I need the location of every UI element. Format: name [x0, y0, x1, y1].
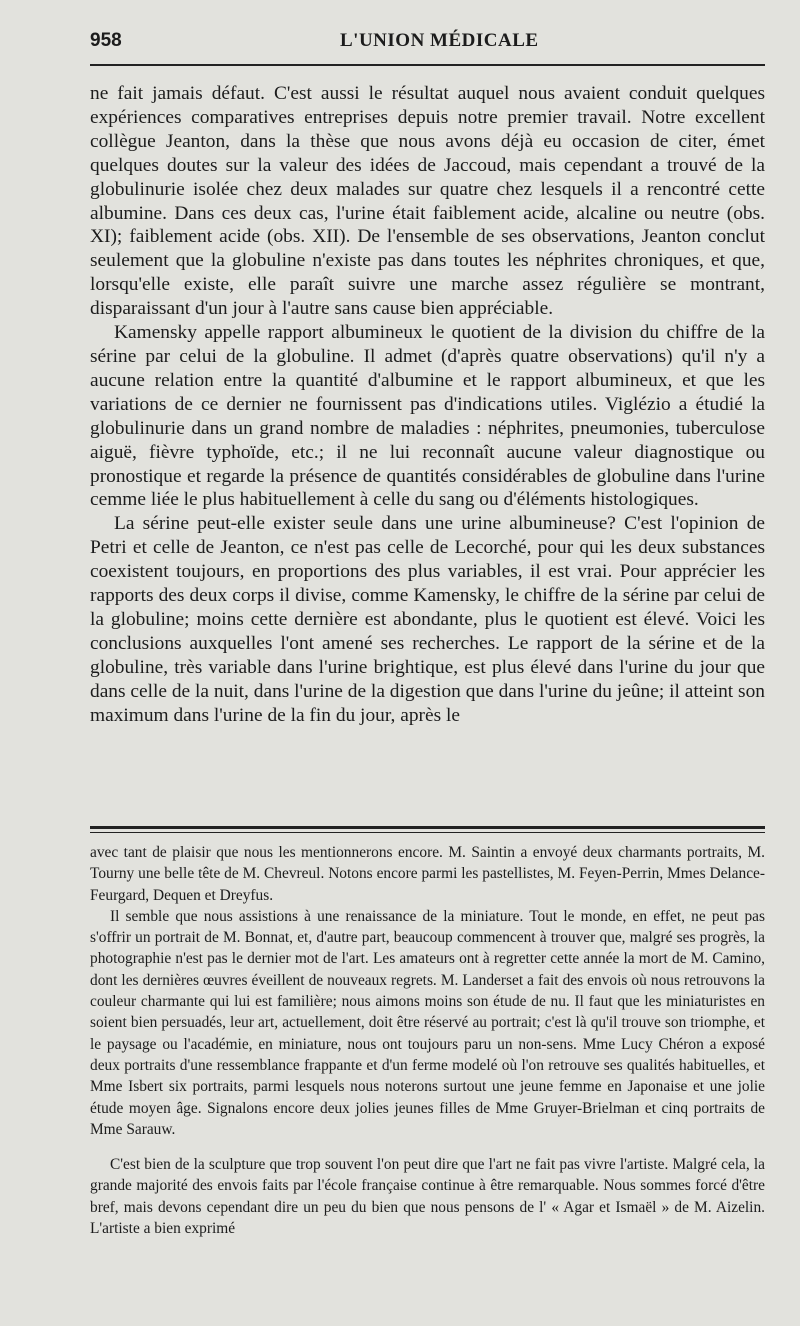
- footnote-paragraph: C'est bien de la sculpture que trop souvent l'on peut dire que l'art ne fait pas vivre l'artiste. Malgré cela, la grande majorité des envois faits par l'école française continue à être remarquable. Nous sommes forcé d'être bref, mais devons cependant dire un peu du bien que nous pensons de l' « Agar et Ismaël » de M. Aizelin. L'artiste a bien exprimé: [90, 1156, 765, 1238]
- footnote-paragraph: Il semble que nous assistions à une renaissance de la miniature. Tout le monde, en effet, ne peut pas s'offrir un portrait de M. Bonnat, et, d'autre part, beaucoup commencent à trouver que, malgré ses progrès, la photographie n'est pas le dernier mot de l'art. Les amateurs ont à regretter cette année la mort de M. Camino, dont les dernières œuvres éveillent de nouveaux regrets. M. Landerset a fait des envois où nous retrouvons la couleur charmante qui lui est familière; nous aimons moins son étude de nu. Il faut que les miniaturistes en soient bien persuadés, leur art, actuellement, doit être réservé au portrait; c'est là qu'il trouve son triomphe, et le paysage ou l'académie, en miniature, nous ont toujours paru un non-sens. Mme Lucy Chéron a exposé deux portraits d'une ressemblance frappante et d'un ferme modelé où l'on retrouve ses qualités habituelles, et Mme Isbert six portraits, parmi lesquels nous noterons surtout une jeune femme en Japonaise et une jolie étude moyen âge. Signalons encore deux jolies jeunes filles de Mme Gruyer-Brielman et cinq portraits de Mme Sarauw.: [90, 907, 765, 1138]
- header-rule: [90, 64, 765, 66]
- running-head: L'UNION MÉDICALE: [340, 30, 539, 51]
- footnote-separator-rule: [90, 826, 765, 833]
- main-paragraph: Kamensky appelle rapport albumineux le quotient de la division du chiffre de la sérine par celui de la globuline. Il admet (d'après quatre observations) qu'il n'y a aucune relation entre la quantité d'albumine et le rapport albumineux, et que les variations de ce dernier ne fournissent pas d'indications utiles. Viglézio a étudié la globulinurie dans un grand nombre de maladies : néphrites, pneumonies, tuberculose aiguë, fièvre typhoïde, etc.; il ne lui reconnaît aucune valeur diagnostique ou pronostique et regarde la présence de quantités considérables de globuline dans l'urine cemme liée le plus habituellement à celle du sang ou d'éléments histologiques.: [90, 322, 765, 511]
- footnote-paragraph: avec tant de plaisir que nous les mentionnerons encore. M. Saintin a envoyé deux charmants portraits, M. Tourny une belle tête de M. Chevreul. Notons encore parmi les pastellistes, M. Feyen-Perrin, Mmes Delance-Feurgard, Dequen et Dreyfus.: [90, 844, 765, 904]
- main-text: [90, 82, 765, 727]
- footnote-text: [90, 842, 765, 1239]
- page-number: 958: [90, 30, 122, 51]
- main-paragraph: La sérine peut-elle exister seule dans une urine albumineuse? C'est l'opinion de Petri et celle de Jeanton, ce n'est pas celle de Lecorché, pour qui les deux substances coexistent toujours, en proportions des plus variables, il est vrai. Pour apprécier les rapports des deux corps il divise, comme Kamensky, le chiffre de la sérine par celui de la globuline; moins cette dernière est abondante, plus le quotient est élevé. Voici les conclusions auxquelles l'ont amené ses recherches. Le rapport de la sérine et de la globuline, très variable dans l'urine brightique, est plus élevé dans l'urine du jour que dans celle de la nuit, dans l'urine de la digestion que dans l'urine du jeûne; il atteint son maximum dans l'urine de la fin du jour, après le: [90, 513, 765, 726]
- page-header: [90, 28, 765, 58]
- main-paragraph: ne fait jamais défaut. C'est aussi le résultat auquel nous avaient conduit quelques expériences comparatives entreprises depuis notre premier travail. Notre excellent collègue Jeanton, dans la thèse que nous avons déjà eu occasion de citer, émet quelques doutes sur la valeur des idées de Jaccoud, mais cependant a trouvé de la globulinurie isolée chez deux malades sur quatre chez lesquels il a rencontré cette albumine. Dans ces deux cas, l'urine était faiblement acide, alcaline ou neutre (obs. XI); faiblement acide (obs. XII). De l'ensemble de ses observations, Jeanton conclut seulement que la globuline n'existe pas dans toutes les néphrites chroniques, et que, lorsqu'elle existe, elle paraît suivre une marche assez régulière se montrant, disparaissant d'un jour à l'autre sans cause bien appréciable.: [90, 83, 765, 320]
